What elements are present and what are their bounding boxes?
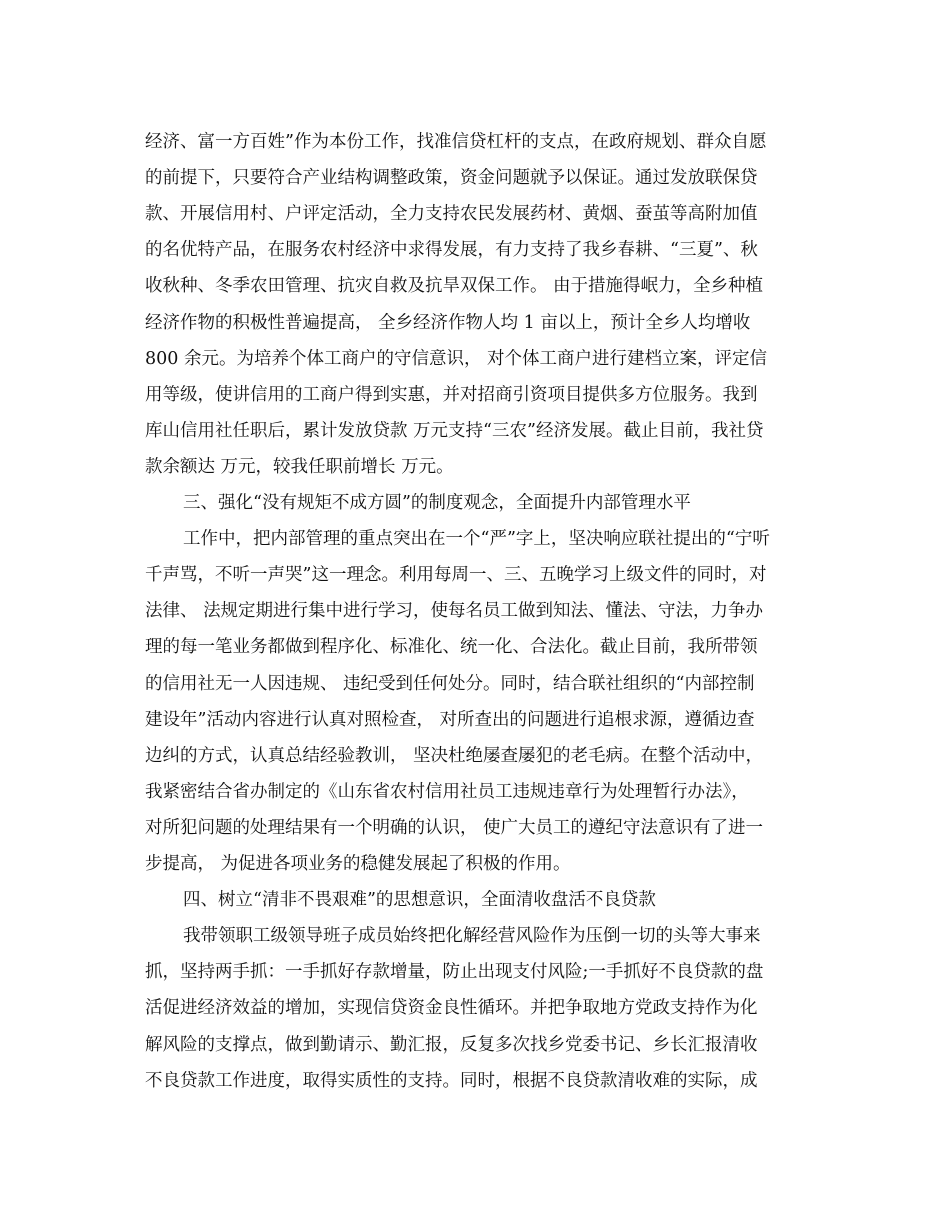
text-line: 抓，坚持两手抓：一手抓好存款增量，防止出现支付风险;一手抓好不良贷款的盘 bbox=[145, 962, 764, 983]
text-line: 边纠的方式，认真总结经验教训， 坚决杜绝屡查屡犯的老毛病。在整个活动中， bbox=[145, 745, 764, 766]
text-line: 经济、富一方百姓”作为本份工作，找准信贷杠杆的支点，在政府规划、群众自愿 bbox=[145, 132, 767, 152]
text-line: 法律、 法规定期进行集中进行学习，使每名员工做到知法、懂法、守法，力争办 bbox=[145, 601, 764, 622]
text-line: 的名优特产品，在服务农村经济中求得发展，有力支持了我乡春耕、“三夏”、秋 bbox=[145, 240, 758, 261]
text-line: 解风险的支撑点，做到勤请示、勤汇报，反复多次找乡党委书记、乡长汇报清收 bbox=[145, 1034, 758, 1055]
text-line: 经济作物的积极性普遍提高， 全乡经济作物人均 1 亩以上，预计全乡人均增收 bbox=[145, 312, 751, 333]
text-line: 款、开展信用村、户评定活动，全力支持农民发展药材、黄烟、蚕茧等高附加值 bbox=[145, 204, 758, 225]
text-line: 不良贷款工作进度，取得实质性的支持。同时，根据不良贷款清收难的实际，成 bbox=[145, 1070, 758, 1091]
text-line: 收秋种、冬季农田管理、抗灾自救及抗旱双保工作。 由于措施得岷力，全乡种植 bbox=[145, 276, 764, 297]
text-line: 800 余元。为培养个体工商户的守信意识， 对个体工商户进行建档立案，评定信 bbox=[145, 348, 768, 369]
text-line: 四、树立“清非不畏艰难”的思想意识，全面清收盘活不良贷款 bbox=[183, 890, 656, 911]
text-line: 款余额达 万元，较我任职前增长 万元。 bbox=[145, 456, 454, 477]
text-line: 建设年”活动内容进行认真对照检查， 对所查出的问题进行追根求源，遵循边查 bbox=[145, 709, 755, 730]
text-line: 千声骂，不听一声哭”这一理念。利用每周一、三、五晚学习上级文件的同时，对 bbox=[145, 565, 767, 586]
text-line: 活促进经济效益的增加，实现信贷资金良性循环。并把争取地方党政支持作为化 bbox=[145, 998, 758, 1019]
text-line: 步提高， 为促进各项业务的稳健发展起了积极的作用。 bbox=[145, 854, 571, 874]
text-line: 我带领职工级领导班子成员始终把化解经营风险作为压倒一切的头等大事来 bbox=[183, 926, 761, 947]
text-line: 库山信用社任职后，累计发放贷款 万元支持“三农”经济发展。截止目前，我社贷 bbox=[145, 420, 764, 441]
text-line: 理的每一笔业务都做到程序化、标准化、统一化、合法化。截止目前，我所带领 bbox=[145, 637, 758, 658]
text-line: 三、强化“没有规矩不成方圆”的制度观念，全面提升内部管理水平 bbox=[183, 493, 691, 513]
text-line: 工作中，把内部管理的重点突出在一个“严”字上，坚决响应联社提出的“宁听 bbox=[183, 529, 770, 550]
text-line: 我紧密结合省办制定的《山东省农村信用社员工违规违章行为处理暂行办法》， bbox=[145, 781, 749, 802]
text-line: 的前提下，只要符合产业结构调整政策，资金问题就予以保证。通过发放联保贷 bbox=[145, 168, 758, 189]
text-line: 用等级，使讲信用的工商户得到实惠，并对招商引资项目提供多方位服务。我到 bbox=[145, 384, 758, 405]
text-line: 对所犯问题的处理结果有一个明确的认识， 使广大员工的遵纪守法意识有了进一 bbox=[145, 817, 764, 838]
text-line: 的信用社无一人因违规、 违纪受到任何处分。同时，结合联社组织的“内部控制 bbox=[145, 673, 755, 694]
